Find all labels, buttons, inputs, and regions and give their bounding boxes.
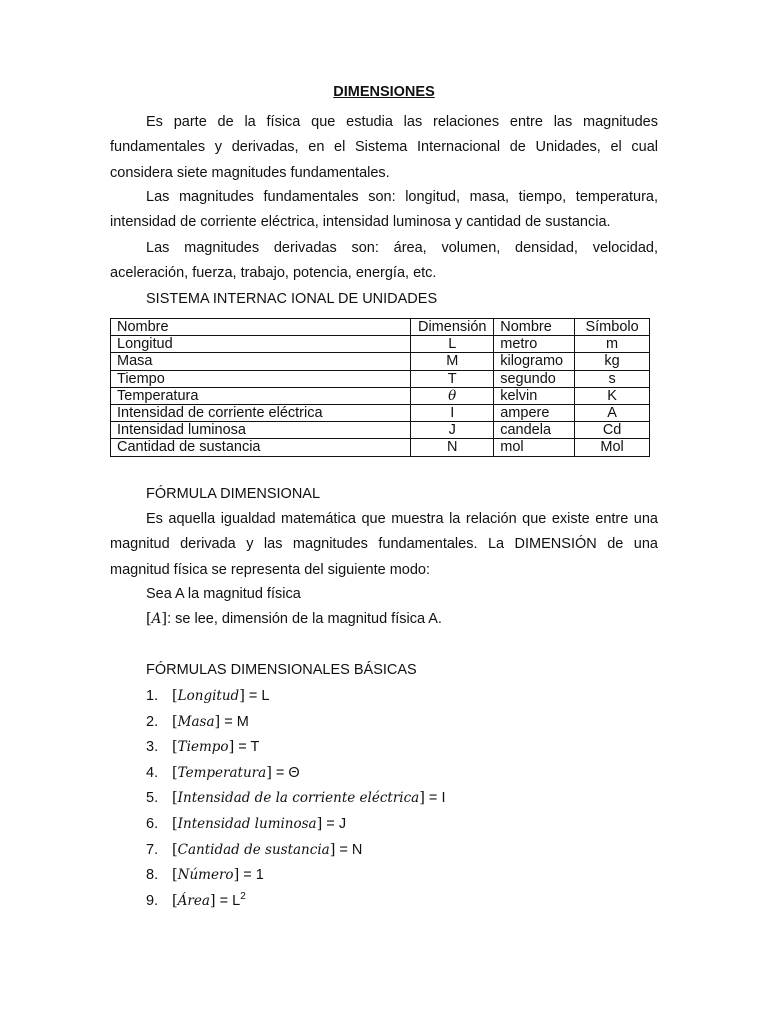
table-cell: metro [494,336,575,353]
bracket-close: ] [239,688,245,704]
formula-dimensional-heading: FÓRMULA DIMENSIONAL [146,486,321,502]
table-cell: segundo [494,370,575,387]
basic-formulas-list [146,684,445,914]
bracket-open: [ [172,790,178,807]
formula-result: 1 [255,867,264,884]
bracket-close: ] [266,764,272,781]
table-cell: ampere [494,405,575,422]
formula-item [146,710,445,736]
formula-magnitude: Temperatura [177,764,267,781]
equals-sign: = [220,713,237,730]
bracket-open: [ [172,892,178,909]
formula-magnitude: Masa [177,713,215,730]
bracket-open: [ [172,688,178,704]
formula-magnitude: Intensidad de la corriente eléctrica [177,790,420,807]
formula-number: 8. [146,867,159,884]
table-cell: Tiempo [111,370,411,387]
equals-sign: = [424,790,442,807]
bracket-open: [ [172,815,178,832]
formula-result: T [250,739,260,756]
bracket-close: ] [233,867,240,884]
formula-number: 2. [146,713,159,730]
bracket-close: ] [228,739,235,756]
equals-sign: = [234,739,251,756]
formula-number: 6. [146,815,159,832]
bracket-close: ] [316,815,323,832]
formula-magnitude: Tiempo [177,739,229,756]
formula-exponent: 2 [240,890,246,902]
formula-number: 7. [146,841,159,858]
table-cell: A [575,405,650,422]
intro-paragraph-3: Las magnitudes derivadas son: área, volumen, densidad, velocidad, aceleración, fuerza, trabajo, potencia, energía, etc. [110,240,658,282]
formula-magnitude: Longitud [177,688,240,704]
formula-magnitude: Área [177,892,210,909]
formula-result: Θ [288,764,300,781]
bracket-close: ] [419,790,425,807]
formula-number: 9. [146,892,159,909]
table-cell: J [411,422,494,439]
intro-paragraph-1: Es parte de la física que estudia las relaciones entre las magnitudes fundamentales y derivadas, en el Sistema Internacional de Unidades, el cual considera siete magnitudes fundamentales. [110,114,658,181]
bracket-open: [ [172,713,178,730]
table-cell: Intensidad luminosa [111,422,411,439]
table-cell: Intensidad de corriente eléctrica [111,405,411,422]
table-row [111,336,650,353]
formula-item [146,786,445,812]
magnitude-definition-line: Sea A la magnitud física [146,586,301,602]
table-cell: Cantidad de sustancia [111,439,411,456]
dimension-notation-text: : se lee, dimensión de la magnitud física A. [167,611,442,627]
formula-result: L [261,688,270,704]
dimension-notation-line: [A]: se lee, dimensión de la magnitud física A. [146,611,442,627]
table-header-row [111,319,650,336]
table-header-cell: Nombre [111,319,411,336]
page-title: DIMENSIONES [333,84,435,100]
bracket-close: ] [214,713,221,730]
table-row [111,439,650,456]
table-cell: I [411,405,494,422]
equals-sign: = [244,688,262,704]
equals-sign: = [271,764,289,781]
formula-item [146,684,445,710]
table-cell: kelvin [494,387,575,404]
formula-number: 3. [146,739,159,756]
formula-item [146,838,445,864]
table-cell: Temperatura [111,387,411,404]
formula-number: 1. [146,688,159,704]
formula-magnitude: Intensidad luminosa [177,815,317,832]
equals-sign: = [215,892,233,909]
table-row [111,387,650,404]
table-cell: kilogramo [494,353,575,370]
equals-sign: = [322,815,339,832]
formula-result: J [338,815,347,832]
bracket-open: [ [172,841,178,858]
table-cell: candela [494,422,575,439]
table-header-cell: Símbolo [575,319,650,336]
equals-sign: = [239,867,256,884]
si-heading: SISTEMA INTERNAC IONAL DE UNIDADES [146,291,438,307]
table-cell: Masa [111,353,411,370]
table-row [111,405,650,422]
table-cell: m [575,336,650,353]
formula-item [146,761,445,787]
formula-result: L [232,892,241,909]
bracket-close: ] [329,841,336,858]
table-cell: L [411,336,494,353]
table-cell: K [575,387,650,404]
formula-item [146,889,445,915]
basic-formulas-heading: FÓRMULAS DIMENSIONALES BÁSICAS [146,662,417,678]
table-cell: Mol [575,439,650,456]
dimension-symbol: A [151,611,162,627]
table-cell: N [411,439,494,456]
table-row [111,422,650,439]
formula-result: I [441,790,446,807]
formula-item [146,735,445,761]
formula-number: 4. [146,764,159,781]
bracket-open: [ [172,739,178,756]
formula-number: 5. [146,790,159,807]
table-cell: Cd [575,422,650,439]
table-cell: T [411,370,494,387]
table-row [111,353,650,370]
table-header-cell: Dimensión [411,319,494,336]
equals-sign: = [335,841,352,858]
formula-result: M [236,713,249,730]
table-cell: mol [494,439,575,456]
bracket-open: [ [172,764,178,781]
table-row [111,370,650,387]
si-units-table [110,318,650,457]
formula-dimensional-paragraph: Es aquella igualdad matemática que muestra la relación que existe entre una magnitud derivada y las magnitudes fundamentales. La DIMENSIÓN de una magnitud física se representa del siguiente modo: [110,511,658,578]
table-cell: Longitud [111,336,411,353]
table-cell: kg [575,353,650,370]
table-cell: θ [411,387,494,404]
bracket-close: ] [209,892,216,909]
bracket-open: [ [172,867,178,884]
table-cell: s [575,370,650,387]
formula-item [146,863,445,889]
table-header-cell: Nombre [494,319,575,336]
formula-magnitude: Número [177,867,234,884]
formula-magnitude: Cantidad de sustancia [177,841,330,858]
formula-result: N [351,841,363,858]
formula-item [146,812,445,838]
intro-paragraph-2: Las magnitudes fundamentales son: longitud, masa, tiempo, temperatura, intensidad de corriente eléctrica, intensidad luminosa y cantidad de sustancia. [110,189,658,231]
table-cell: M [411,353,494,370]
